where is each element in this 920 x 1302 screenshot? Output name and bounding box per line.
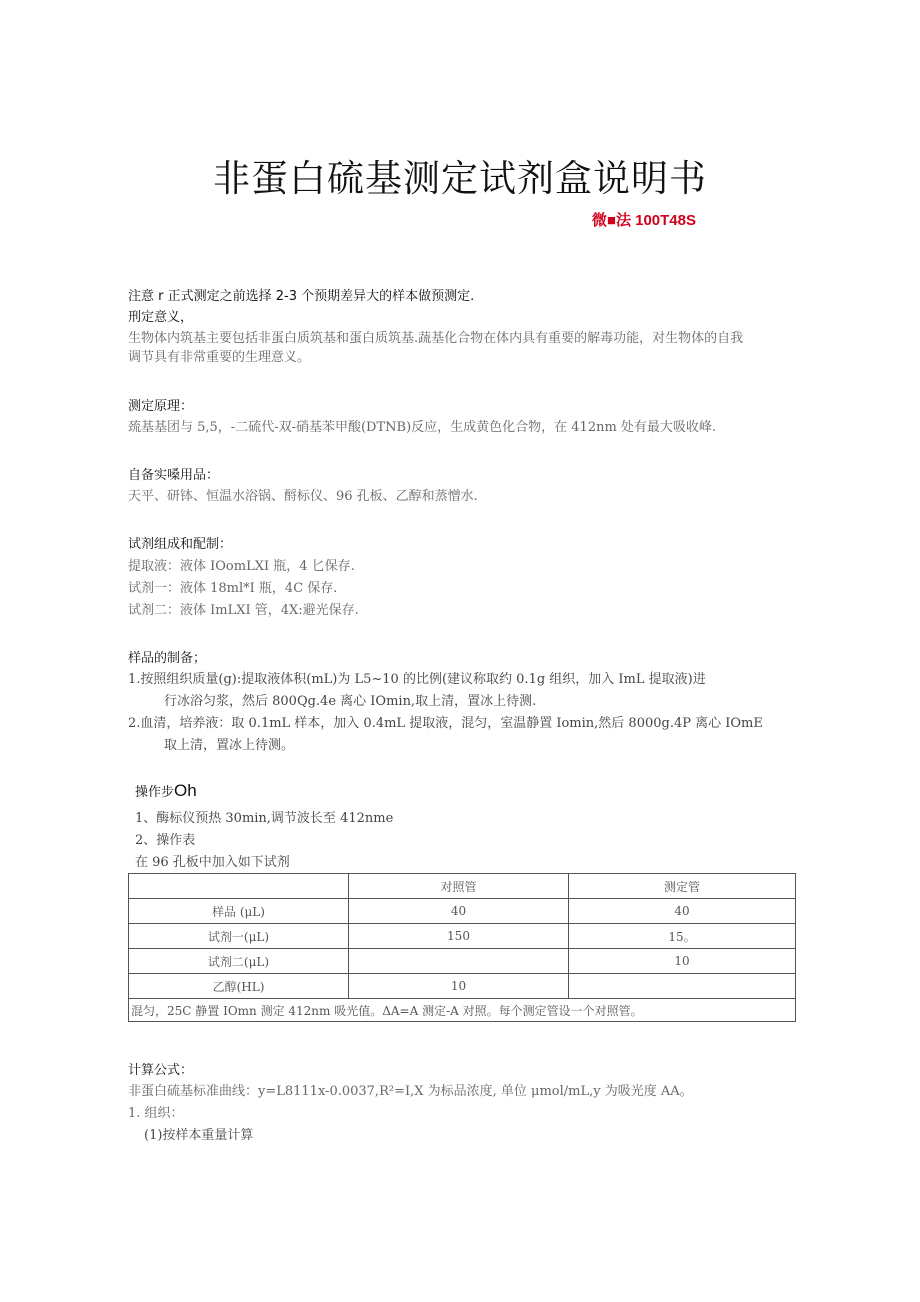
document-title: 非蛋白硫基测定试剂盒说明书 — [213, 157, 707, 200]
reagents-heading: 试剂组成和配制： — [128, 537, 233, 552]
principle-line-1: 巯基基团与 5,5，-二硫代-双-硝基苯甲酸(DTNB)反应，生成黄色化合物，在 412nm 处有最大吸收峰. — [128, 420, 717, 435]
equipment-heading: 自备实嗓用品： — [128, 468, 220, 483]
table-cell: 15。 — [569, 924, 796, 949]
table-cell — [349, 949, 569, 974]
table-cell: 乙醇(HL) — [129, 974, 349, 999]
table-note: 混匀，25C 静置 IOmn 测定 412nm 吸光值。ΔA=A 测定-A 对照。每个测定管设一个对照管。 — [129, 999, 796, 1022]
table-row — [129, 899, 796, 924]
table-row — [129, 924, 796, 949]
sample-line-4: 取上清，置冰上待测。 — [164, 738, 295, 753]
sample-line-2: 行冰浴匀浆，然后 800Qg.4e 离心 IOmin,取上清，置冰上待测. — [164, 694, 537, 709]
sample-line-3: 2.血清，培养液：取 0.1mL 样本，加入 0.4mL 提取液，混匀，室温静置 Iomin,然后 8000g.4P 离心 IOmE — [128, 716, 763, 731]
principle-heading: 测定原理： — [128, 399, 194, 414]
operation-line-2: 2、操作表 — [135, 833, 196, 848]
document-subtitle: 微■法 100T48S — [591, 212, 696, 229]
table-cell — [569, 974, 796, 999]
sample-line-1: 1.按照组织质量(g):提取液体积(mL)为 L5~10 的比例(建议称取约 0.1g 组织，加入 ImL 提取液)进 — [128, 672, 706, 687]
meaning-line-2: 调节具有非常重要的生理意义。 — [128, 350, 311, 365]
table-cell: 40 — [349, 899, 569, 924]
table-cell: 10 — [569, 949, 796, 974]
table-header-cell: 测定管 — [569, 874, 796, 899]
operation-heading — [135, 781, 197, 801]
formula-line-2: 1. 组织： — [128, 1106, 184, 1121]
table-cell: 试剂二(μL) — [129, 949, 349, 974]
meaning-line-1: 生物体内筑基主要包括非蛋白质筑基和蛋白质筑基.蔬基化合物在体内具有重要的解毒功能，对生物体的自我 — [128, 331, 744, 346]
meaning-heading: 刑定意义， — [128, 310, 194, 325]
sample-heading: 样品的制备； — [128, 651, 207, 666]
table-cell: 150 — [349, 924, 569, 949]
reagents-line-3: 试剂二：液体 ImLXI 管，4X:避光保存. — [128, 603, 359, 618]
operation-line-1: 1、酶标仪预热 30min,调节波长至 412nme — [135, 811, 394, 826]
table-header-cell — [129, 874, 349, 899]
table-header-row — [129, 874, 796, 899]
precaution-note: 注意 r 正式测定之前选择 2-3 个预期差异大的样本做预测定. — [128, 289, 475, 304]
table-cell: 样品 (μL) — [129, 899, 349, 924]
table-cell: 试剂一(μL) — [129, 924, 349, 949]
table-note-row — [129, 999, 796, 1022]
formula-heading: 计算公式： — [128, 1063, 194, 1078]
table-cell: 40 — [569, 899, 796, 924]
reagents-line-2: 试剂一：液体 18ml*I 瓶，4C 保存. — [128, 581, 338, 596]
operation-heading-text: 操作步 — [135, 785, 175, 800]
table-row — [129, 974, 796, 999]
operation-line-3: 在 96 孔板中加入如下试剂 — [135, 855, 290, 870]
table-header-cell: 对照管 — [349, 874, 569, 899]
operation-table — [128, 873, 796, 1022]
equipment-line-1: 天平、研钵、恒温水浴锅、酹标仪、96 孔板、乙醇和蒸憎水. — [128, 489, 478, 504]
table-cell: 10 — [349, 974, 569, 999]
formula-line-3: (1)按样本重量计算 — [144, 1128, 254, 1143]
operation-heading-suffix: Oh — [174, 781, 197, 800]
reagents-line-1: 提取液：液体 IOomLXI 瓶，4 匕保存. — [128, 559, 355, 574]
formula-line-1: 非蛋白硫基标准曲线：y=L8111x-0.0037,R²=I,X 为标品浓度, 单位 μmol/mL,y 为吸光度 AA。 — [128, 1084, 693, 1099]
table-row — [129, 949, 796, 974]
